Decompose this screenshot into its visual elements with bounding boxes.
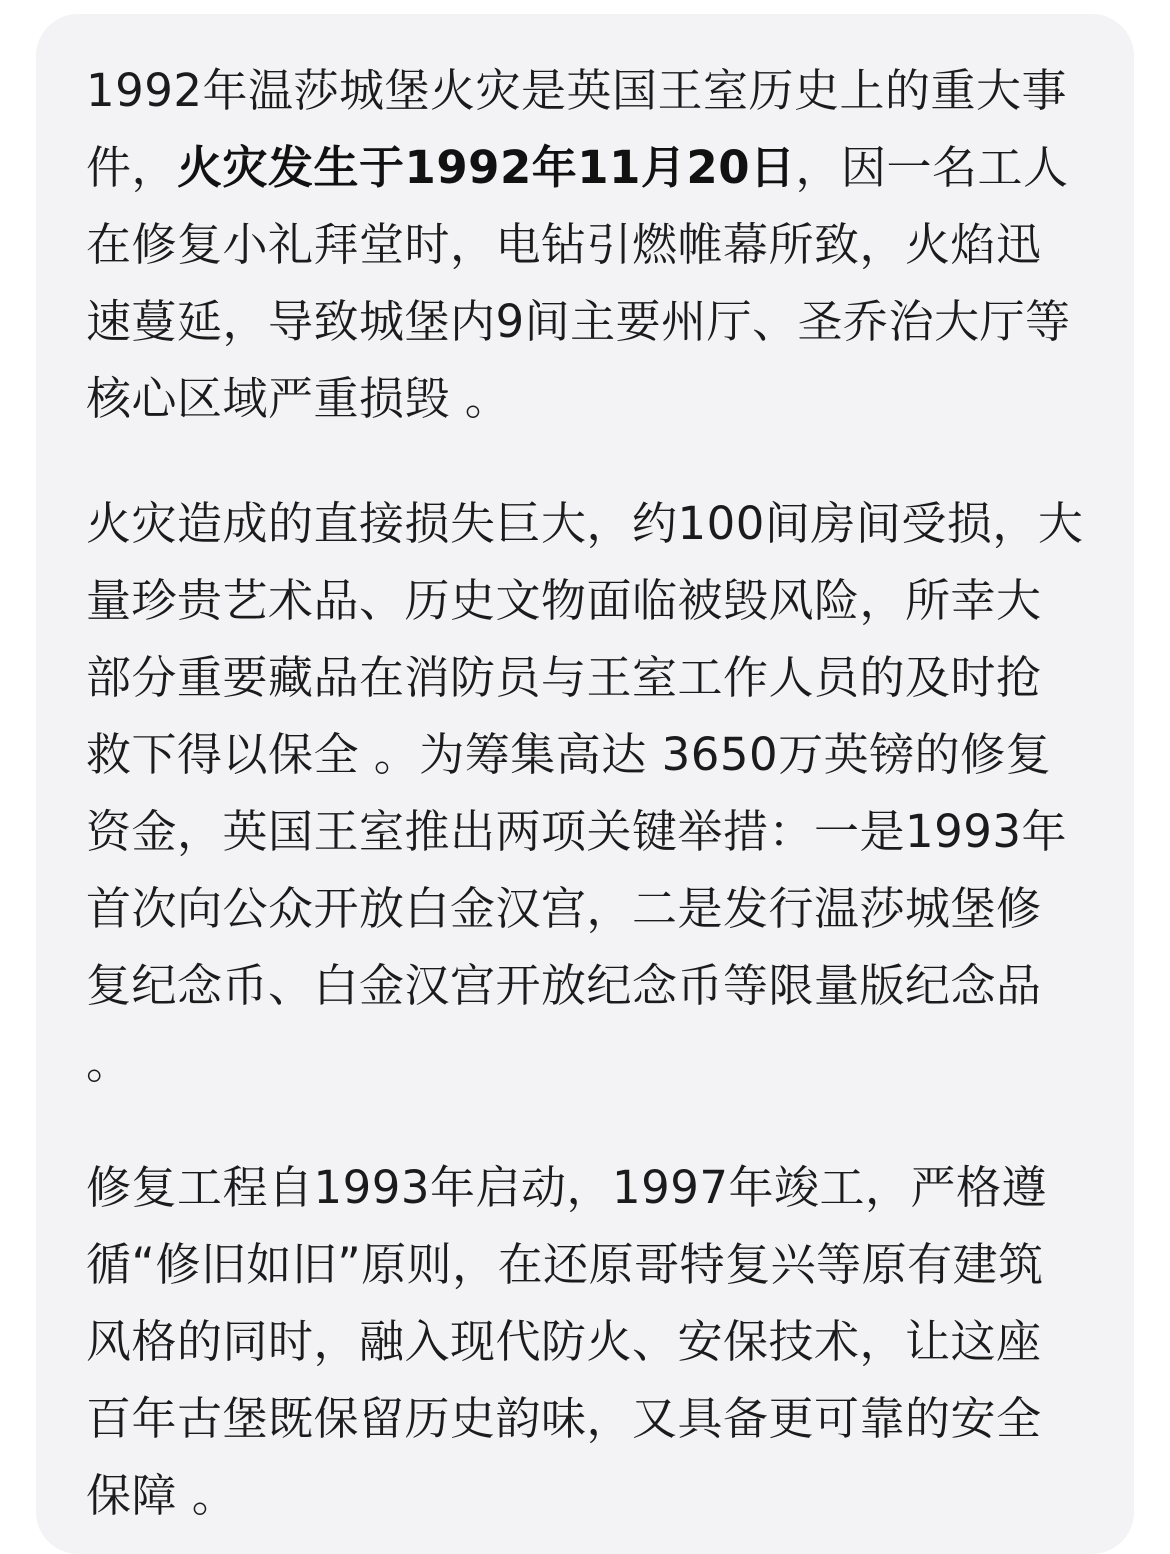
message-paragraph-2: 火灾造成的直接损失巨大，约100间房间受损，大量珍贵艺术品、历史文物面临被毁风险，所幸大部分重要藏品在消防员与王室工作人员的及时抢救下得以保全 。为筹集高达 3650万英镑的修复资金，英国王室推出两项关键举措：一是1993年首次向公众开放白金汉宫，二是发行温莎城堡修复纪念币、白金汉宫开放纪念币等限量版纪念品 。 (86, 497, 1084, 1089)
chat-message-bubble (36, 14, 1134, 1554)
paragraph-1-rest: ，因一名工人在修复小礼拜堂时，电钻引燃帷幕所致，火焰迅速蔓延，导致城堡内9间主要州厅、圣乔治大厅等核心区域严重损毁 。 (86, 141, 1071, 425)
paragraph-1-bold-date: 火灾发生于1992年11月20日 (177, 141, 796, 194)
message-paragraph-1 (86, 52, 1084, 437)
message-paragraph-3: 修复工程自1993年启动，1997年竣工，严格遵循“修旧如旧”原则，在还原哥特复兴等原有建筑风格的同时，融入现代防火、安保技术，让这座百年古堡既保留历史韵味，又具备更可靠的安全保障 。 (86, 1161, 1048, 1522)
paragraph-1-intro: 1992年温莎城堡火灾是英国王室历史上的重大事件， (86, 64, 1068, 194)
